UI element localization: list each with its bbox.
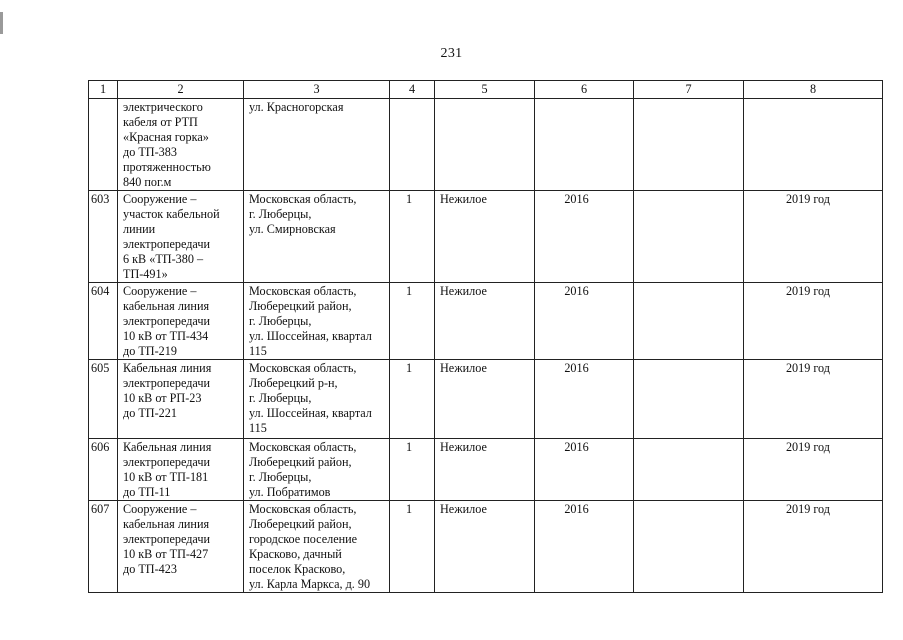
privatization-term <box>744 99 883 191</box>
column-header: 1 <box>89 81 118 99</box>
object-address <box>244 99 390 191</box>
object-address-text: Московская область, г. Люберцы, ул. Смирновская <box>249 192 357 236</box>
column-header: 3 <box>244 81 390 99</box>
object-address-text: Московская область, Люберецкий район, г. Люберцы, ул. Побратимов <box>249 440 357 499</box>
page-number: 231 <box>440 46 463 61</box>
row-number: 605 <box>89 360 118 439</box>
column-header: 5 <box>435 81 535 99</box>
scan-margin-mark <box>0 12 3 34</box>
property-registry-table <box>88 80 883 593</box>
object-address <box>244 501 390 593</box>
object-purpose: Нежилое <box>435 360 535 439</box>
column-header: 7 <box>634 81 744 99</box>
column-header: 2 <box>118 81 244 99</box>
object-address <box>244 439 390 501</box>
object-name <box>118 99 244 191</box>
object-count: 1 <box>390 501 435 593</box>
object-name <box>118 191 244 283</box>
column-7-cell <box>634 283 744 360</box>
table-row <box>89 283 883 360</box>
table-row <box>89 99 883 191</box>
row-number: 607 <box>89 501 118 593</box>
object-address-text: Московская область, Люберецкий р-н, г. Люберцы, ул. Шоссейная, квартал 115 <box>249 361 372 435</box>
object-purpose <box>435 99 535 191</box>
column-number-row <box>89 81 883 99</box>
object-address <box>244 191 390 283</box>
column-7-cell <box>634 99 744 191</box>
column-header: 6 <box>535 81 634 99</box>
object-address <box>244 360 390 439</box>
table-row <box>89 501 883 593</box>
object-name-text: Кабельная линия электропередачи 10 кВ от РП-23 до ТП-221 <box>123 361 212 420</box>
row-number: 606 <box>89 439 118 501</box>
privatization-term: 2019 год <box>744 439 883 501</box>
object-year: 2016 <box>535 283 634 360</box>
row-number <box>89 99 118 191</box>
object-year <box>535 99 634 191</box>
object-count: 1 <box>390 191 435 283</box>
object-address <box>244 283 390 360</box>
row-number: 604 <box>89 283 118 360</box>
object-name-text: электрического кабеля от РТП «Красная горка» до ТП-383 протяженностью 840 пог.м <box>123 100 211 189</box>
object-name <box>118 439 244 501</box>
object-count: 1 <box>390 439 435 501</box>
object-address-text: Московская область, Люберецкий район, городское поселение Красково, дачный поселок Красково, ул. Карла Маркса, д. 90 <box>249 502 371 591</box>
privatization-term: 2019 год <box>744 360 883 439</box>
object-name <box>118 501 244 593</box>
object-year: 2016 <box>535 501 634 593</box>
object-name-text: Сооружение – кабельная линия электропередачи 10 кВ от ТП-427 до ТП-423 <box>123 502 210 576</box>
column-7-cell <box>634 191 744 283</box>
object-purpose: Нежилое <box>435 501 535 593</box>
object-year: 2016 <box>535 191 634 283</box>
object-purpose: Нежилое <box>435 439 535 501</box>
table-row <box>89 191 883 283</box>
object-count: 1 <box>390 283 435 360</box>
object-purpose: Нежилое <box>435 191 535 283</box>
privatization-term: 2019 год <box>744 501 883 593</box>
object-name-text: Кабельная линия электропередачи 10 кВ от ТП-181 до ТП-11 <box>123 440 212 499</box>
object-name-text: Сооружение – кабельная линия электропередачи 10 кВ от ТП-434 до ТП-219 <box>123 284 210 358</box>
privatization-term: 2019 год <box>744 283 883 360</box>
object-name <box>118 360 244 439</box>
object-address-text: ул. Красногорская <box>249 100 344 114</box>
object-count: 1 <box>390 360 435 439</box>
column-7-cell <box>634 501 744 593</box>
object-purpose: Нежилое <box>435 283 535 360</box>
table-row <box>89 439 883 501</box>
object-address-text: Московская область, Люберецкий район, г. Люберцы, ул. Шоссейная, квартал 115 <box>249 284 372 358</box>
column-header: 8 <box>744 81 883 99</box>
column-7-cell <box>634 360 744 439</box>
column-header: 4 <box>390 81 435 99</box>
column-7-cell <box>634 439 744 501</box>
row-number: 603 <box>89 191 118 283</box>
object-year: 2016 <box>535 439 634 501</box>
object-year: 2016 <box>535 360 634 439</box>
object-count <box>390 99 435 191</box>
object-name <box>118 283 244 360</box>
privatization-term: 2019 год <box>744 191 883 283</box>
object-name-text: Сооружение – участок кабельной линии электропередачи 6 кВ «ТП-380 – ТП-491» <box>123 192 220 281</box>
table-row <box>89 360 883 439</box>
